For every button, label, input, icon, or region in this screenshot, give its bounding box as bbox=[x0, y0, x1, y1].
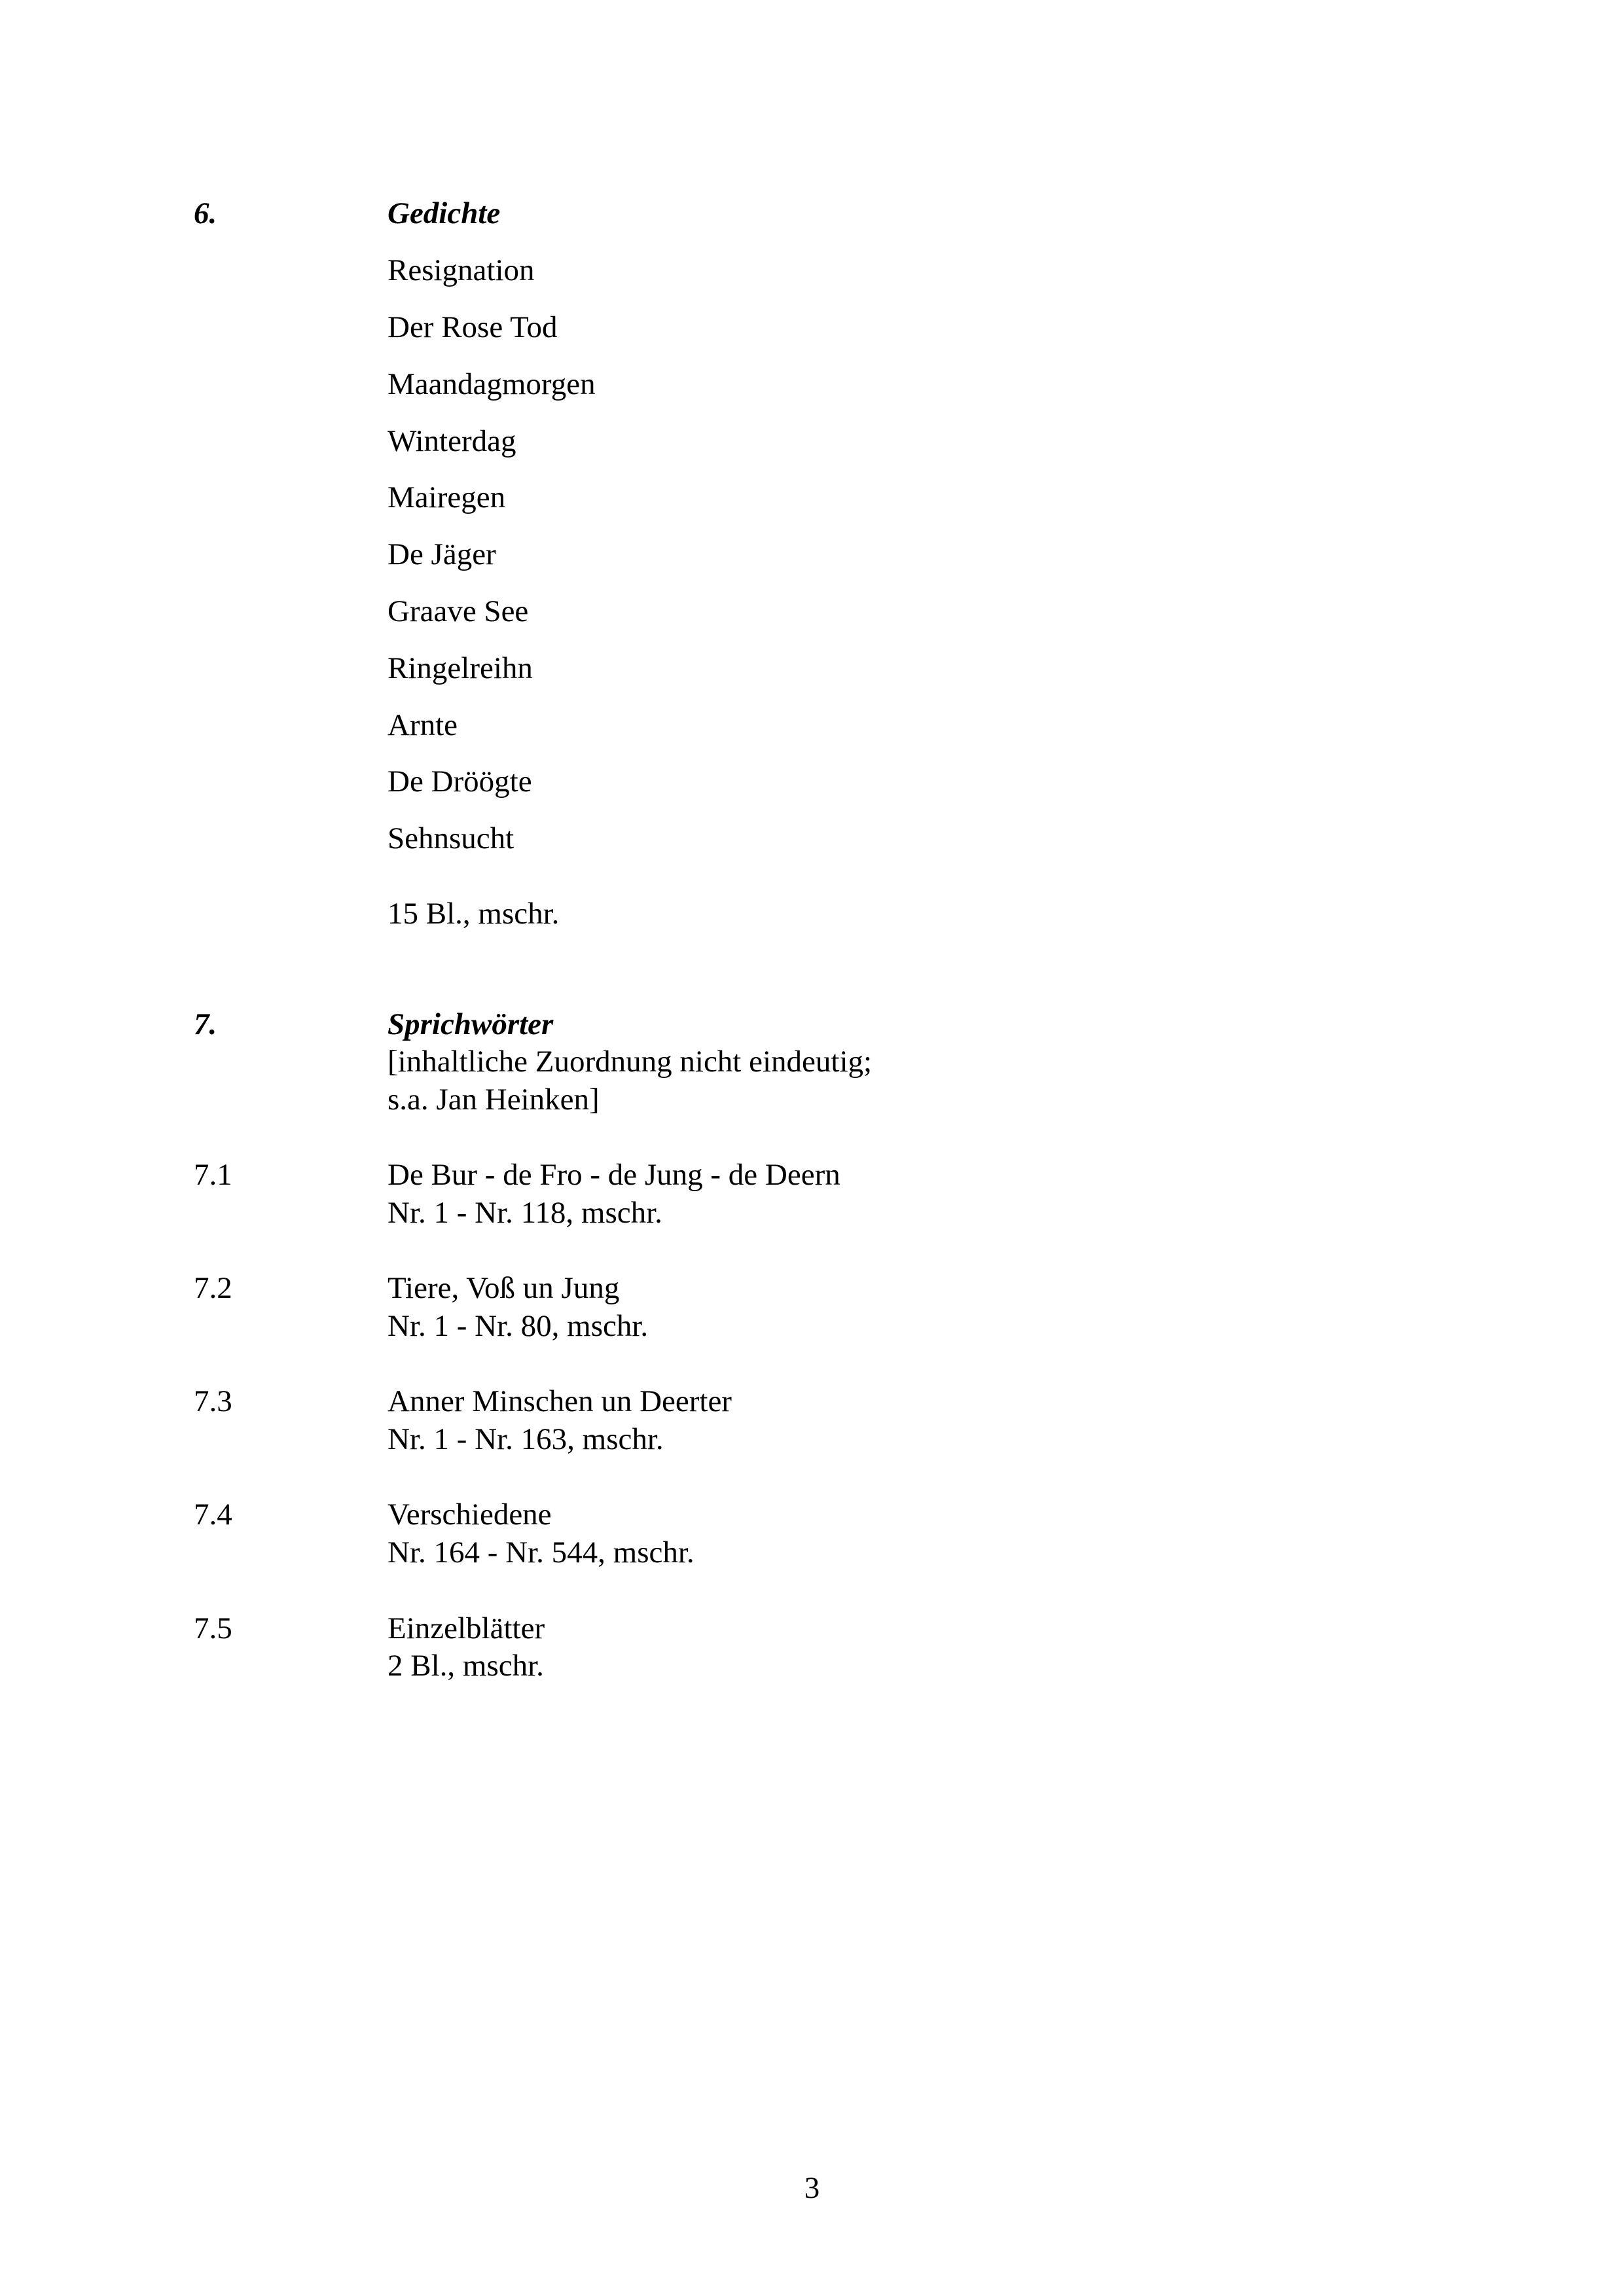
poem-title: De Jäger bbox=[388, 537, 496, 571]
section-7-note: s.a. Jan Heinken] bbox=[388, 1083, 600, 1117]
subsection-detail: Nr. 1 - Nr. 163, mschr. bbox=[388, 1422, 664, 1456]
section-6-extent: 15 Bl., mschr. bbox=[388, 897, 560, 931]
subsection-title: Verschiedene bbox=[388, 1498, 552, 1532]
subsection-number: 7.5 bbox=[194, 1611, 232, 1645]
poem-title: Winterdag bbox=[388, 424, 516, 458]
subsection-number: 7.4 bbox=[194, 1498, 232, 1532]
section-6-title: Gedichte bbox=[388, 196, 501, 230]
subsection-detail: 2 Bl., mschr. bbox=[388, 1649, 544, 1683]
poem-title: Arnte bbox=[388, 708, 458, 742]
poem-title: Resignation bbox=[388, 253, 535, 287]
subsection-detail: Nr. 164 - Nr. 544, mschr. bbox=[388, 1535, 695, 1570]
subsection-number: 7.2 bbox=[194, 1271, 232, 1305]
subsection-number: 7.1 bbox=[194, 1158, 232, 1192]
subsection-title: De Bur - de Fro - de Jung - de Deern bbox=[388, 1158, 840, 1192]
section-7-number: 7. bbox=[194, 1007, 217, 1041]
subsection-title: Tiere, Voß un Jung bbox=[388, 1271, 620, 1305]
subsection-number: 7.3 bbox=[194, 1384, 232, 1418]
subsection-detail: Nr. 1 - Nr. 80, mschr. bbox=[388, 1309, 649, 1343]
poem-title: Der Rose Tod bbox=[388, 310, 558, 344]
subsection-title: Anner Minschen un Deerter bbox=[388, 1384, 732, 1418]
subsection-detail: Nr. 1 - Nr. 118, mschr. bbox=[388, 1196, 662, 1230]
poem-title: Sehnsucht bbox=[388, 821, 514, 855]
subsection-title: Einzelblätter bbox=[388, 1611, 545, 1645]
poem-title: De Dröögte bbox=[388, 764, 532, 798]
poem-title: Mairegen bbox=[388, 480, 506, 514]
section-6-number: 6. bbox=[194, 196, 217, 230]
poem-title: Graave See bbox=[388, 594, 529, 628]
poem-title: Maandagmorgen bbox=[388, 367, 596, 401]
poem-title: Ringelreihn bbox=[388, 651, 533, 685]
page-number: 3 bbox=[804, 2171, 820, 2205]
section-7-title: Sprichwörter bbox=[388, 1007, 554, 1041]
section-7-note: [inhaltliche Zuordnung nicht eindeutig; bbox=[388, 1045, 873, 1079]
